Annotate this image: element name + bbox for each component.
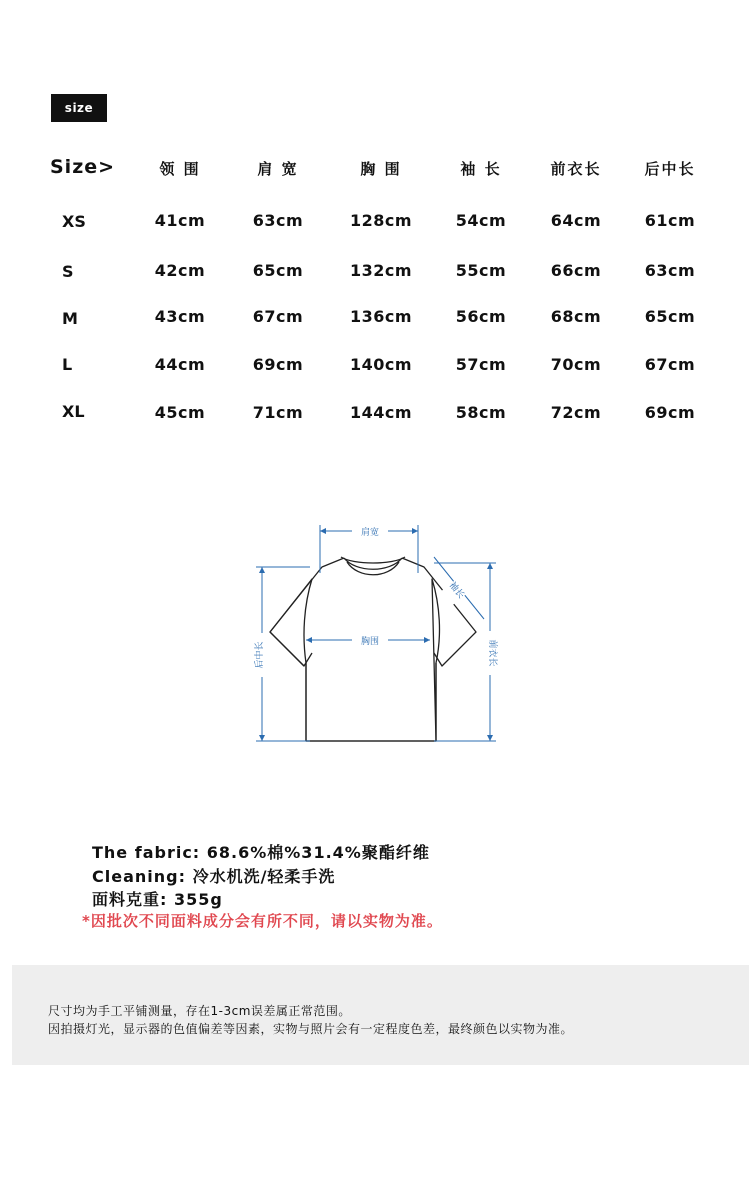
header-neck: 领 围 bbox=[159, 160, 201, 178]
disclaimer-line-2: 因拍摄灯光，显示器的色值偏差等因素，实物与照片会有一定程度色差，最终颜色以实物为准。 bbox=[48, 1022, 574, 1036]
table-cell: 63cm bbox=[644, 261, 696, 280]
table-cell: 64cm bbox=[550, 211, 602, 230]
table-cell: 41cm bbox=[154, 211, 206, 230]
shoulder-label: 肩宽 bbox=[360, 528, 380, 538]
size-column-header: Size> bbox=[50, 156, 116, 178]
header-back-length: 后中长 bbox=[644, 160, 696, 178]
table-cell: 43cm bbox=[154, 307, 206, 326]
table-cell: 140cm bbox=[349, 355, 413, 374]
table-cell: 55cm bbox=[455, 261, 507, 280]
cleaning-info: Cleaning: 冷水机洗/轻柔手洗 bbox=[92, 867, 336, 886]
table-cell: 66cm bbox=[550, 261, 602, 280]
table-cell: 56cm bbox=[455, 307, 507, 326]
table-cell: 65cm bbox=[252, 261, 304, 280]
header-shoulder: 肩 宽 bbox=[257, 160, 299, 178]
header-front-length: 前衣长 bbox=[550, 160, 602, 178]
table-cell: 144cm bbox=[349, 403, 413, 422]
table-cell: 72cm bbox=[550, 403, 602, 422]
chest-label: 胸围 bbox=[360, 637, 380, 647]
row-size-label: S bbox=[62, 262, 74, 281]
disclaimer-line-1: 尺寸均为手工平铺测量，存在1-3cm误差属正常范围。 bbox=[48, 1004, 351, 1018]
table-cell: 67cm bbox=[644, 355, 696, 374]
table-cell: 128cm bbox=[349, 211, 413, 230]
table-cell: 71cm bbox=[252, 403, 304, 422]
table-cell: 70cm bbox=[550, 355, 602, 374]
table-cell: 54cm bbox=[455, 211, 507, 230]
sleeve-label: 袖长 bbox=[446, 580, 466, 601]
table-cell: 67cm bbox=[252, 307, 304, 326]
header-sleeve: 袖 长 bbox=[460, 160, 502, 178]
back-length-label: 后中长 bbox=[255, 641, 265, 669]
table-cell: 63cm bbox=[252, 211, 304, 230]
batch-note: *因批次不同面料成分会有所不同，请以实物为准。 bbox=[82, 912, 443, 930]
header-chest: 胸 围 bbox=[360, 160, 402, 178]
row-size-label: M bbox=[62, 309, 78, 328]
table-cell: 69cm bbox=[644, 403, 696, 422]
weight-info: 面料克重: 355g bbox=[92, 890, 223, 909]
table-cell: 61cm bbox=[644, 211, 696, 230]
size-table bbox=[0, 0, 750, 450]
row-size-label: L bbox=[62, 355, 73, 374]
row-size-label: XS bbox=[62, 212, 86, 231]
table-cell: 45cm bbox=[154, 403, 206, 422]
size-badge: size bbox=[51, 94, 107, 122]
table-cell: 68cm bbox=[550, 307, 602, 326]
tshirt-measurement-diagram bbox=[248, 515, 508, 750]
table-cell: 58cm bbox=[455, 403, 507, 422]
table-cell: 65cm bbox=[644, 307, 696, 326]
table-cell: 44cm bbox=[154, 355, 206, 374]
table-cell: 69cm bbox=[252, 355, 304, 374]
table-cell: 136cm bbox=[349, 307, 413, 326]
table-cell: 132cm bbox=[349, 261, 413, 280]
front-length-label: 前衣长 bbox=[487, 639, 497, 667]
row-size-label: XL bbox=[62, 402, 85, 421]
table-cell: 57cm bbox=[455, 355, 507, 374]
tshirt-outline bbox=[270, 557, 476, 741]
fabric-info: The fabric: 68.6%棉%31.4%聚酯纤维 bbox=[92, 843, 430, 862]
table-cell: 42cm bbox=[154, 261, 206, 280]
